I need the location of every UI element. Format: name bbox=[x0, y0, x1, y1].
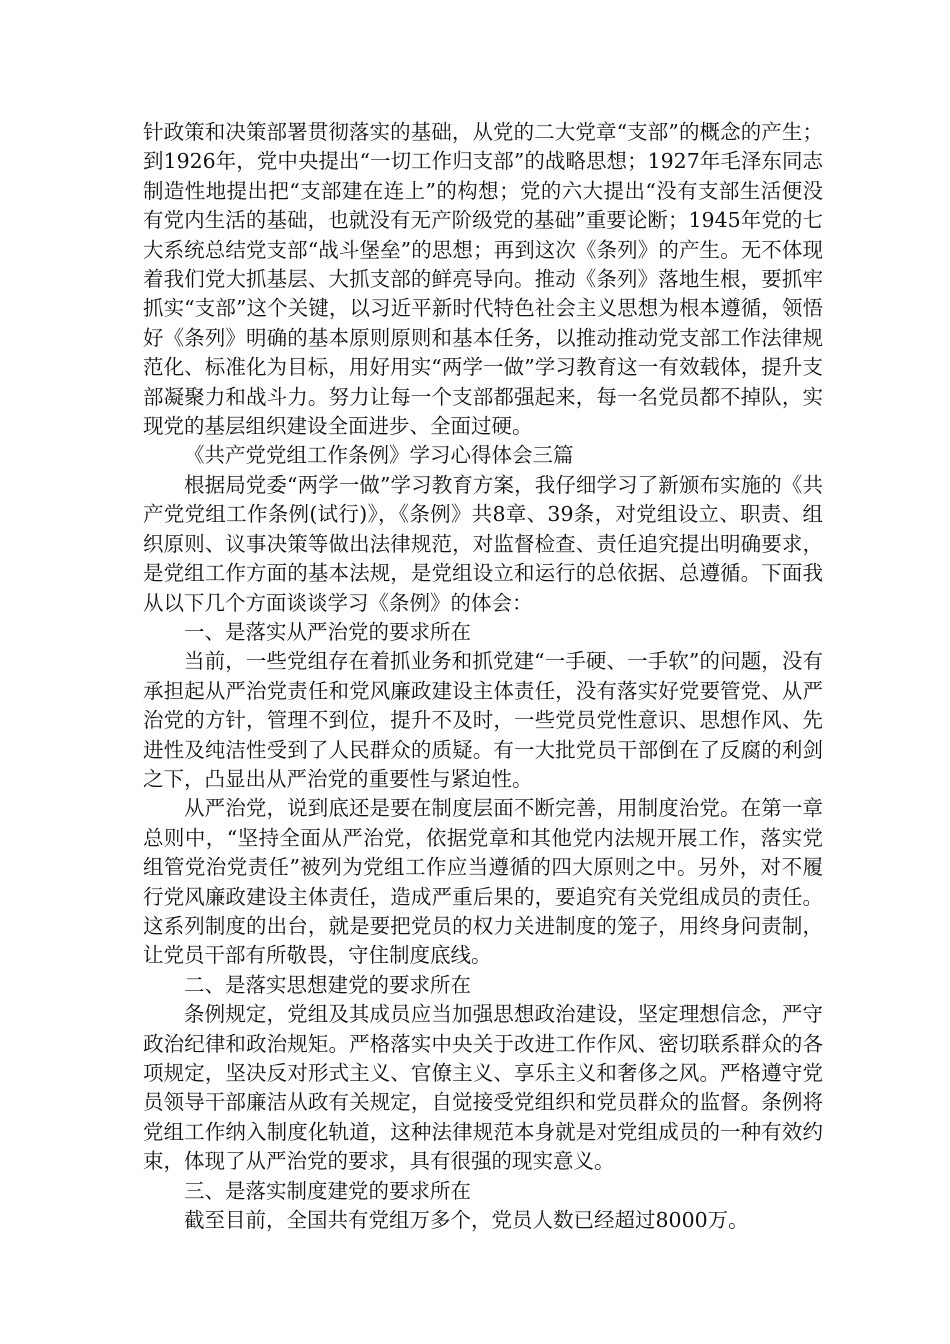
body-paragraph: 从严治党，说到底还是要在制度层面不断完善，用制度治党。在第一章总则中，“坚持全面从严治党，依据党章和其他党内法规开展工作，落实党组管党治党责任”被列为党组工作应当遵循的四大原则之中。另外，对不履行党风廉政建设主体责任，造成严重后果的，要追究有关党组成员的责任。这系列制度的出台，就是要把党员的权力关进制度的笼子，用终身问责制，让党员干部有所敬畏，守住制度底线。 bbox=[143, 796, 823, 968]
document-page bbox=[143, 118, 823, 1235]
section-heading: 一、是落实从严治党的要求所在 bbox=[184, 619, 471, 644]
body-paragraph: 当前，一些党组存在着抓业务和抓党建“一手硬、一手软”的问题，没有承担起从严治党责任和党风廉政建设主体责任，没有落实好党要管党、从严治党的方针，管理不到位，提升不及时，一些党员党性意识、思想作风、先进性及纯洁性受到了人民群众的质疑。有一大批党员干部倒在了反腐的利剑之下，凸显出从严治党的重要性与紧迫性。 bbox=[143, 649, 823, 791]
section-heading: 三、是落实制度建党的要求所在 bbox=[184, 1178, 471, 1203]
section-heading: 二、是落实思想建党的要求所在 bbox=[184, 972, 471, 997]
body-paragraph: 针政策和决策部署贯彻落实的基础，从党的二大党章“支部”的概念的产生；到1926年，党中央提出“一切工作归支部”的战略思想；1927年毛泽东同志制造性地提出把“支部建在连上”的构想；党的六大提出“没有支部生活便没有党内生活的基础，也就没有无产阶级党的基础”重要论断；1945年党的七大系统总结党支部“战斗堡垒”的思想；再到这次《条列》的产生。无不体现着我们党大抓基层、大抓支部的鲜亮导向。推动《条列》落地生根，要抓牢抓实“支部”这个关键，以习近平新时代特色社会主义思想为根本遵循，领悟好《条列》明确的基本原则原则和基本任务，以推动推动党支部工作法律规范化、标准化为目标，用好用实“两学一做”学习教育这一有效载体，提升支部凝聚力和战斗力。努力让每一个支部都强起来，每一名党员都不掉队，实现党的基层组织建设全面进步、全面过硬。 bbox=[143, 120, 823, 439]
body-paragraph: 条例规定，党组及其成员应当加强思想政治建设，坚定理想信念，严守政治纪律和政治规矩。严格落实中央关于改进工作作风、密切联系群众的各项规定，坚决反对形式主义、官僚主义、享乐主义和奢侈之风。严格遵守党员领导干部廉洁从政有关规定，自觉接受党组织和党员群众的监督。条例将党组工作纳入制度化轨道，这种法律规范本身就是对党组成员的一种有效约束，体现了从严治党的要求，具有很强的现实意义。 bbox=[143, 1002, 823, 1174]
document-title: 《共产党党组工作条例》学习心得体会三篇 bbox=[184, 443, 574, 468]
body-paragraph: 根据局党委“两学一做”学习教育方案，我仔细学习了新颁布实施的《共产党党组工作条例(试行)》，《条例》共8章、39条，对党组设立、职责、组织原则、议事决策等做出法律规范，对监督检查、责任追究提出明确要求，是党组工作方面的基本法规，是党组设立和运行的总依据、总遵循。下面我从以下几个方面谈谈学习《条例》的体会： bbox=[143, 472, 823, 615]
body-paragraph: 截至目前，全国共有党组万多个，党员人数已经超过8000万。 bbox=[184, 1208, 749, 1233]
